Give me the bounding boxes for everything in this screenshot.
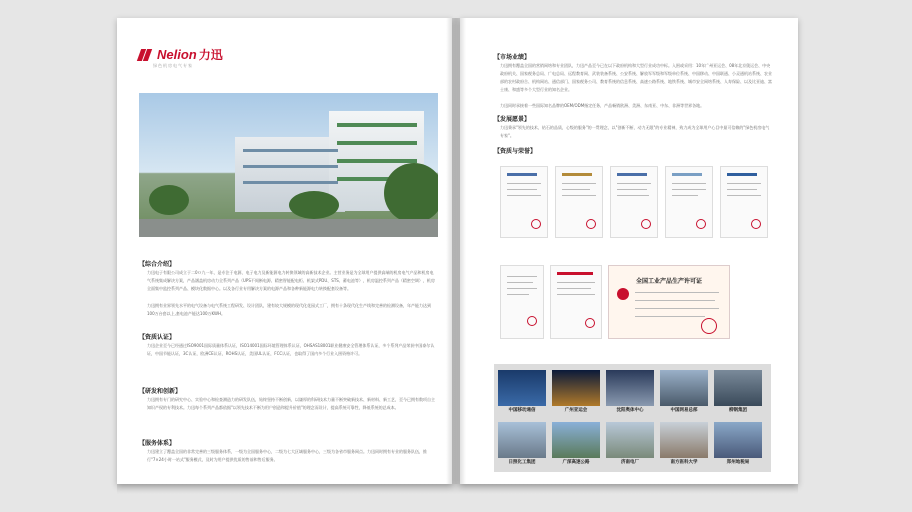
certificate-image (500, 265, 544, 339)
project-caption: 南方医科大学 (670, 460, 698, 465)
factory-photo (139, 93, 438, 237)
logo-wordmark: Nelion (157, 47, 197, 62)
section-title-honors: 【资质与荣誉】 (494, 148, 537, 155)
project-photo (606, 370, 654, 406)
certificate-image (610, 166, 658, 238)
license-title: 全国工业产品生产许可证 (635, 278, 702, 285)
national-emblem-icon (617, 288, 629, 300)
overview-paragraph-2: 力迅拥有业界领先水平的电气设备与电气系统工程研发、设计团队，建有较大规模的现代化花园式工厂，拥有十条现代化生产线和完善的检测设备，年产能力达到100万台套以上,套电池产能达100万KWH。 (147, 303, 431, 316)
project-photo (498, 422, 546, 458)
left-page (117, 18, 452, 484)
section-title-rnd: 【研发和创新】 (139, 388, 182, 395)
project-photo (552, 422, 600, 458)
rnd-paragraph: 力迅拥有专门的研究中心、实验中心和检查测造力的研发队伍，始终坚持不断创新，以谦厚的科研技术力量不断突破新技术、新材料、新工艺，至今已拥有数项自主知识产权的专利技术。力迅每个系列产品都依据"以领先技术不断为用户创造和提升价值"的理念而设计，提高系统可靠性，降低系统的总成本。 (147, 397, 435, 410)
section-title-certification: 【资质认证】 (139, 334, 176, 341)
nelion-logo-icon (139, 49, 155, 61)
project-photo (552, 370, 600, 406)
project-photo (660, 422, 708, 458)
market-paragraph-1: 力迅拥有覆盖全国的营销网络和专业团队，力迅产品至今已在以下政府机构和大型行业成功中标。入围或采用：10年广州亚运会、08年北京奥运会、中央政府机关、国家税务总局、广电总局、远程教育网、武装装备系统、公安系统、解放军军级和军级单位系统、中国移动、中国联通、小灵通机站系统、农业部的农村政府合、机构网站、通信部门、国家税务公司、教育系统的信息系统、高速公路系统、地铁系统、城市安全网络系统、人寿保险、以及比亚迪、富士康、和盛等多个大型行业的知名企业。 (500, 63, 772, 92)
project-caption: 中国网易总部 (670, 408, 698, 413)
right-page (460, 18, 798, 484)
section-title-overview: 【综合介绍】 (139, 261, 176, 268)
project-photo (714, 422, 762, 458)
certification-paragraph: 力迅企业至今已经通过ISO9001国际质量体系认证，ISO14001国际环境管理体系认证，OHSAS18001职业健康安全管理体系认证，多个系列产品荣获中国泰尔认证，中国节能认证，3C认证，欧洲CE认证，ROHS认证，美国UL认证，FCC认证，也取得了国内多个行业入围资格许可。 (147, 343, 435, 356)
project-caption: 柳钢集团 (729, 408, 747, 413)
project-caption: 郑州地税局 (726, 460, 750, 465)
project-gallery (494, 364, 771, 472)
market-paragraph-2: 力迅同时承接着一些国际知名品牌的OEM/ODM指定任务，产品畅销欧洲、美洲、东南亚、中东、非洲等世界各地。 (500, 103, 705, 108)
section-title-service: 【服务体系】 (139, 440, 176, 447)
section-title-vision: 【发展愿景】 (494, 116, 531, 123)
project-caption: 日照化工集团 (508, 460, 536, 465)
project-caption: 广州亚运会 (564, 408, 588, 413)
certificate-image (665, 166, 713, 238)
vision-paragraph: 力迅秉承"领先的技术，钻石的品质，心级的服务"的一贯理念，以"创新不断，动力无限"的专业精神，致力成为全球用户心目中最可信赖的"绿色机房电气专家"。 (500, 125, 770, 138)
project-caption: 沈阳奥体中心 (616, 408, 644, 413)
overview-paragraph-1: 力迅电子有限公司成立于二0０九一年，是专注于电源、电子电力及新能源电力转换领域的高新技术企业。主营业务是为全球用户提供高端的机房电气产品和机房电气系统集成解决方案，产品涵盖机房动力全系列产品（UPS不间断电源、精密智能配电柜、机架式PDU、STS、蓄电池等），机房温控系列产品（精密空调），机房全面集中监控系列产品、模块化数据中心。以及各行业专用解决方案的电源产品和各种新能源电力转换配套设备等。 (147, 270, 435, 291)
logo-tagline: 绿色机房电气专家 (153, 63, 193, 68)
project-photo (606, 422, 654, 458)
book-spine (446, 18, 466, 484)
certificate-image (550, 265, 602, 339)
logo-chinese: 力迅 (198, 48, 223, 62)
project-photo (498, 370, 546, 406)
service-paragraph: 力迅建立了覆盖全国的非常完善的三级服务体系，一级为全国服务中心，二级为七大区域服务中心，三级为各省市服务网点。力迅同时拥有专业的服务队伍，推行"7×24小时一站式"服务模式，及时为用户提供优质的售前和售后服务。 (147, 449, 427, 462)
certificate-image (500, 166, 548, 238)
project-photo (714, 370, 762, 406)
certificate-image (555, 166, 603, 238)
brand-logo (139, 46, 223, 63)
project-caption: 济南电厂 (621, 460, 639, 465)
production-license-image (608, 265, 730, 339)
section-title-market: 【市场业绩】 (494, 54, 531, 61)
project-caption: 广深高速公路 (562, 460, 590, 465)
project-photo (660, 370, 708, 406)
certificate-image (720, 166, 768, 238)
project-caption: 中国移动通信 (508, 408, 536, 413)
